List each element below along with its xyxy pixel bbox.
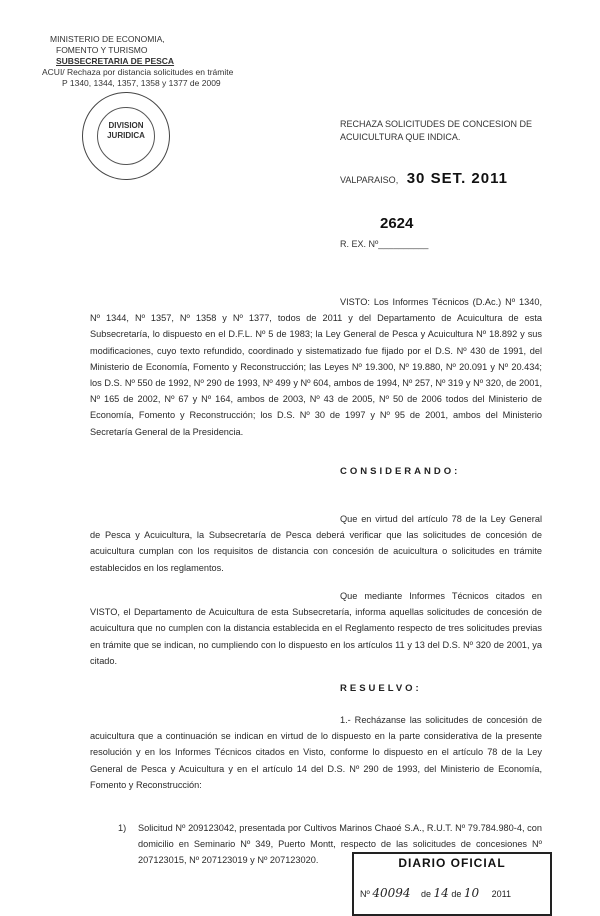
diario-day: 14: [433, 886, 449, 900]
resolution-label-line: [340, 239, 428, 249]
considerando-paragraph-1: Que en virtud del artículo 78 de la Ley General de Pesca y Acuicultura, la Subsecretaría de Pesca deberá verificar que las solicitudes de concesión de acuicultura cumplan con los requisitos de distancia con concesión de acuicultura o solicitudes en trámite establecidos en los reglamentos.: [90, 514, 542, 573]
document-title: RECHAZA SOLICITUDES DE CONCESION DE ACUICULTURA QUE INDICA.: [340, 119, 533, 142]
diario-de-label: de: [451, 889, 462, 899]
resuelvo-paragraph-1: 1.- Recházanse las solicitudes de concesión de acuicultura que a continuación se indican en virtud de lo dispuesto en la parte considerativa de la presente resolución y en los Informes Técnicos citados en Visto, conforme lo dispuesto en el artículo 78 de la Ley General de Pesca y Acuicultura y en el artículo 14 del D.S. Nº 290 de 1993, del Ministerio de Economía, Fomento y Reconstrucción:: [90, 715, 542, 790]
resolution-label: R. EX. Nº: [340, 239, 379, 249]
item-number: 1): [118, 823, 127, 833]
division-stamp: [82, 92, 170, 180]
diario-n-label: Nº: [360, 889, 370, 899]
header-subsecretaria: SUBSECRETARIA DE PESCA: [56, 56, 175, 66]
diario-n-value: 40094: [372, 886, 411, 900]
date-line: [340, 170, 508, 187]
item-1-paragraph: Solicitud Nº 209123042, presentada por Cultivos Marinos Chaoé S.A., R.U.T. Nº 79.784.980-4, con domicilio en Seminario Nº 349, Puerto Montt, respecto de las solicitudes de concesiones Nº 207123015, Nº 207123019 y Nº 207123020.: [138, 823, 542, 866]
visto-paragraph: VISTO: Los Informes Técnicos (D.Ac.) Nº 1340, Nº 1344, Nº 1357, Nº 1358 y Nº 1377, todos de 2011 y del Departamento de Acuicultura de esta Subsecretaría, lo dispuesto en el D.F.L. Nº 5 de 1983; la Ley General de Pesca y Acuicultura Nº 18.892 y sus modificaciones, cuyo texto refundido, coordinado y sistematizado fue fijado por el D.S. Nº 430 de 1991, del Ministerio de Economía, Fomento y Reconstrucción; las Leyes Nº 19.300, Nº 19.880, Nº 20.091 y Nº 20.434; los D.S. Nº 550 de 1992, Nº 290 de 1993, Nº 499 y Nº 604, ambos de 1994, Nº 257, Nº 319 y Nº 320, de 2001, Nº 165 de 2002, Nº 67 y Nº 164, ambos de 2003, Nº 43 de 2005, Nº 50 de 2006 todos del Ministerio de Economía, Fomento y Reconstrucción; los D.S. Nº 30 de 1997 y Nº 95 de 2001, ambos del Ministerio Secretaría General de la Presidencia.: [90, 297, 542, 437]
header-line: MINISTERIO DE ECONOMIA,: [50, 34, 165, 44]
diario-title: DIARIO OFICIAL: [398, 856, 506, 870]
considerando-heading: CONSIDERANDO:: [340, 466, 461, 477]
header-line: FOMENTO Y TURISMO: [56, 45, 148, 55]
header-line: P 1340, 1344, 1357, 1358 y 1377 de 2009: [62, 78, 221, 88]
stamp-text: [83, 121, 169, 141]
diario-publication-line: [360, 886, 544, 900]
considerando-paragraph-2: Que mediante Informes Técnicos citados en VISTO, el Departamento de Acuicultura de esta Subsecretaría, informa aquellas solicitudes de concesión de acuicultura que no cumplen con la distancia establecida en el Reglamento respecto de tres solicitudes previas en trámite que se indican, no cumpliendo con lo dispuesto en los artículos 11 y 13 del D.S. Nº 320 de 2001, ya citado.: [90, 591, 542, 666]
diario-oficial-stamp: [352, 852, 552, 916]
resolution-number: 2624: [380, 215, 414, 232]
diario-month: 10: [463, 886, 480, 900]
resolution-blank: __________: [378, 239, 429, 249]
stamp-line: DIVISION: [108, 121, 144, 130]
resuelvo-heading: RESUELVO:: [340, 683, 422, 694]
date-value: 30 SET. 2011: [406, 170, 508, 187]
header-line: ACUI/ Rechaza por distancia solicitudes en trámite: [42, 67, 234, 77]
diario-year: 2011: [491, 889, 512, 899]
stamp-line: JURIDICA: [107, 131, 145, 140]
date-place: VALPARAISO,: [340, 175, 399, 185]
diario-de-label: de: [421, 889, 432, 899]
ministry-header: [42, 34, 233, 89]
